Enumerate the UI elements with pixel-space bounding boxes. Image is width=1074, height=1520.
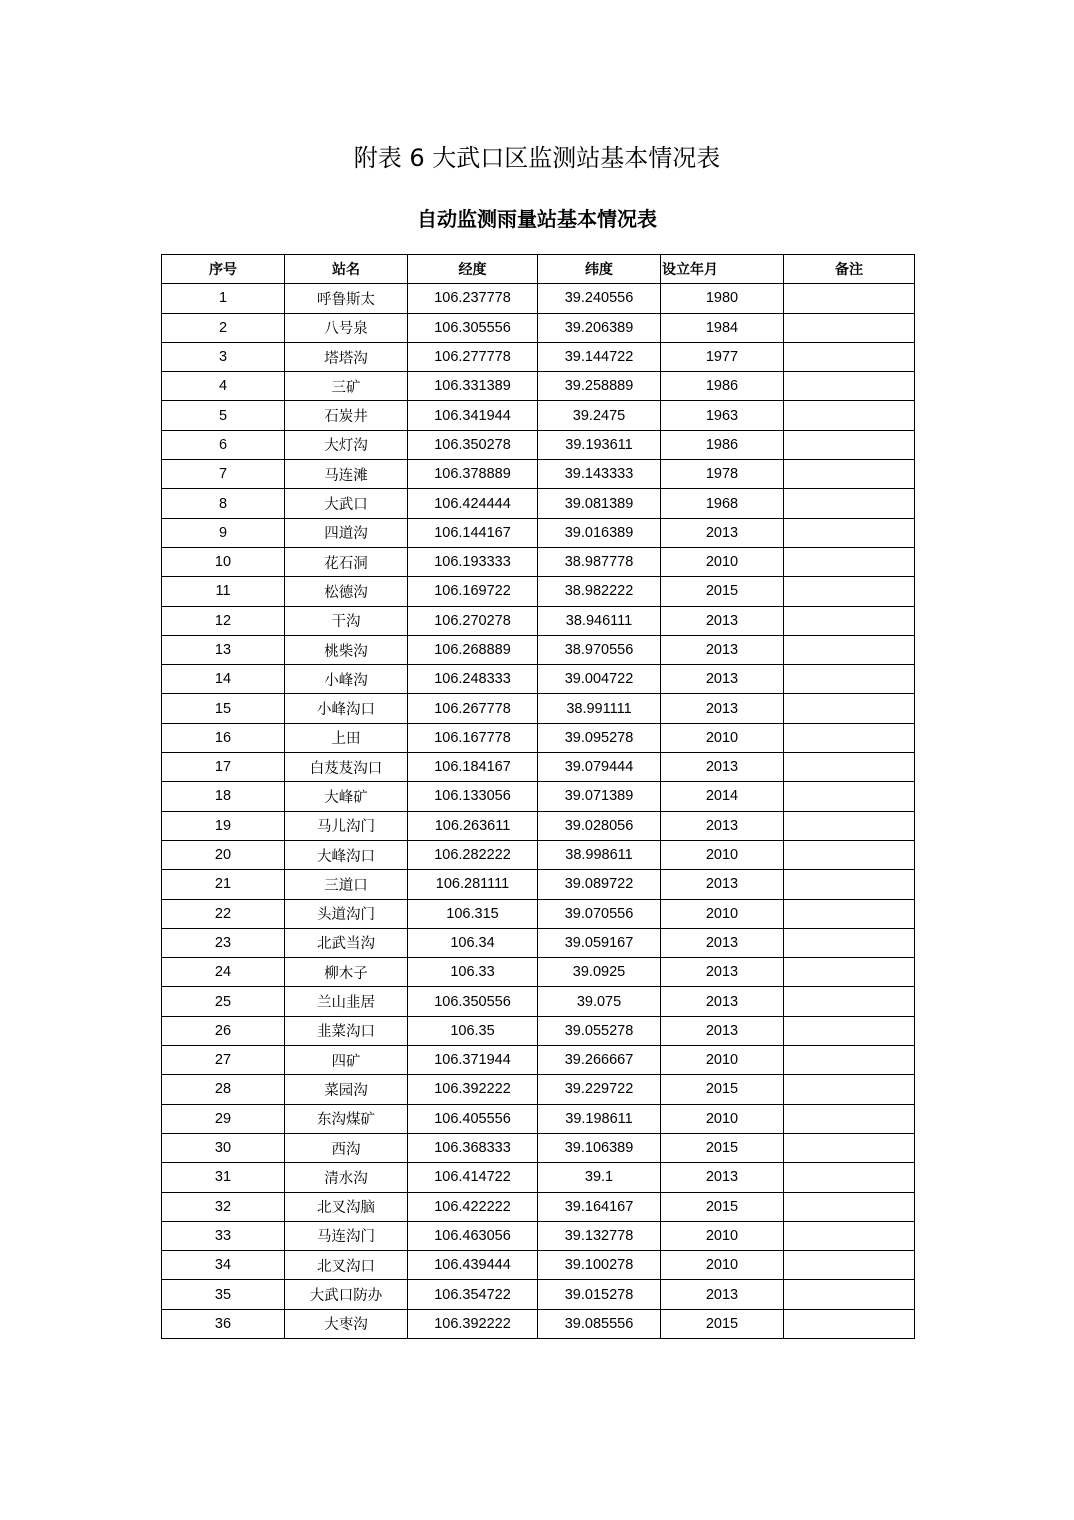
cell-established: 2015 [661,1133,784,1162]
cell-longitude: 106.282222 [408,840,538,869]
cell-station-name: 石炭井 [285,401,408,430]
table-row [162,870,915,899]
cell-index: 32 [162,1192,285,1221]
cell-station-name: 菜园沟 [285,1075,408,1104]
cell-latitude: 39.079444 [538,753,661,782]
cell-latitude: 39.071389 [538,782,661,811]
cell-latitude: 39.0925 [538,958,661,987]
cell-index: 6 [162,430,285,459]
table-row [162,518,915,547]
cell-index: 31 [162,1163,285,1192]
cell-latitude: 39.070556 [538,899,661,928]
cell-remarks [784,1133,915,1162]
cell-longitude: 106.424444 [408,489,538,518]
cell-longitude: 106.193333 [408,547,538,576]
cell-station-name: 头道沟门 [285,899,408,928]
cell-latitude: 39.106389 [538,1133,661,1162]
cell-established: 2013 [661,1163,784,1192]
cell-longitude: 106.368333 [408,1133,538,1162]
table-row [162,635,915,664]
cell-established: 2013 [661,665,784,694]
cell-remarks [784,1104,915,1133]
table-row [162,460,915,489]
table-row [162,1280,915,1309]
cell-index: 16 [162,723,285,752]
cell-established: 2013 [661,753,784,782]
station-table [161,254,915,1339]
cell-latitude: 39.075 [538,987,661,1016]
cell-remarks [784,1075,915,1104]
cell-established: 2013 [661,1280,784,1309]
cell-longitude: 106.169722 [408,577,538,606]
cell-index: 23 [162,928,285,957]
cell-established: 2013 [661,606,784,635]
cell-longitude: 106.34 [408,928,538,957]
cell-latitude: 39.198611 [538,1104,661,1133]
cell-latitude: 39.258889 [538,372,661,401]
cell-longitude: 106.422222 [408,1192,538,1221]
cell-index: 8 [162,489,285,518]
cell-index: 5 [162,401,285,430]
table-row [162,723,915,752]
cell-established: 2010 [661,899,784,928]
cell-latitude: 39.055278 [538,1016,661,1045]
table-row [162,1251,915,1280]
table-row [162,284,915,313]
cell-remarks [784,1192,915,1221]
cell-index: 10 [162,547,285,576]
cell-latitude: 39.028056 [538,811,661,840]
cell-longitude: 106.281111 [408,870,538,899]
table-row [162,958,915,987]
cell-index: 9 [162,518,285,547]
cell-station-name: 大武口 [285,489,408,518]
cell-established: 2010 [661,1046,784,1075]
cell-remarks [784,811,915,840]
cell-longitude: 106.350556 [408,987,538,1016]
cell-station-name: 马连沟门 [285,1221,408,1250]
table-row [162,1016,915,1045]
cell-latitude: 39.132778 [538,1221,661,1250]
header-established: 设立年月 [661,255,784,284]
cell-station-name: 北武当沟 [285,928,408,957]
cell-latitude: 39.240556 [538,284,661,313]
cell-established: 1978 [661,460,784,489]
cell-station-name: 小峰沟 [285,665,408,694]
cell-established: 2013 [661,518,784,547]
table-row [162,1046,915,1075]
cell-station-name: 花石洞 [285,547,408,576]
header-latitude: 纬度 [538,255,661,284]
cell-index: 27 [162,1046,285,1075]
cell-established: 2015 [661,1309,784,1338]
cell-station-name: 上田 [285,723,408,752]
cell-latitude: 39.229722 [538,1075,661,1104]
cell-longitude: 106.315 [408,899,538,928]
cell-index: 4 [162,372,285,401]
cell-station-name: 东沟煤矿 [285,1104,408,1133]
cell-latitude: 39.004722 [538,665,661,694]
cell-established: 2013 [661,928,784,957]
cell-longitude: 106.392222 [408,1075,538,1104]
cell-latitude: 39.081389 [538,489,661,518]
cell-established: 2013 [661,958,784,987]
cell-station-name: 柳木子 [285,958,408,987]
cell-remarks [784,313,915,342]
cell-index: 11 [162,577,285,606]
table-header-row [162,255,915,284]
cell-remarks [784,753,915,782]
cell-remarks [784,928,915,957]
cell-station-name: 马连滩 [285,460,408,489]
cell-remarks [784,840,915,869]
cell-latitude: 39.144722 [538,342,661,371]
cell-longitude: 106.350278 [408,430,538,459]
cell-longitude: 106.277778 [408,342,538,371]
cell-index: 28 [162,1075,285,1104]
cell-latitude: 38.970556 [538,635,661,664]
cell-latitude: 39.164167 [538,1192,661,1221]
cell-longitude: 106.184167 [408,753,538,782]
cell-latitude: 38.946111 [538,606,661,635]
cell-established: 2010 [661,1251,784,1280]
cell-remarks [784,489,915,518]
table-row [162,606,915,635]
cell-index: 26 [162,1016,285,1045]
cell-latitude: 38.982222 [538,577,661,606]
table-row [162,577,915,606]
cell-index: 21 [162,870,285,899]
cell-station-name: 大枣沟 [285,1309,408,1338]
cell-station-name: 桃柴沟 [285,635,408,664]
table-row [162,1221,915,1250]
page-title: 附表 6 大武口区监测站基本情况表 [353,144,721,172]
cell-index: 29 [162,1104,285,1133]
cell-station-name: 马儿沟门 [285,811,408,840]
cell-remarks [784,899,915,928]
cell-remarks [784,723,915,752]
cell-longitude: 106.270278 [408,606,538,635]
cell-station-name: 四矿 [285,1046,408,1075]
cell-longitude: 106.414722 [408,1163,538,1192]
table-row [162,1075,915,1104]
cell-latitude: 39.100278 [538,1251,661,1280]
cell-index: 22 [162,899,285,928]
cell-longitude: 106.405556 [408,1104,538,1133]
header-index: 序号 [162,255,285,284]
header-longitude: 经度 [408,255,538,284]
cell-station-name: 北叉沟口 [285,1251,408,1280]
cell-station-name: 白芨芨沟口 [285,753,408,782]
cell-station-name: 西沟 [285,1133,408,1162]
cell-index: 30 [162,1133,285,1162]
cell-longitude: 106.378889 [408,460,538,489]
cell-remarks [784,518,915,547]
cell-longitude: 106.463056 [408,1221,538,1250]
table-row [162,840,915,869]
cell-index: 25 [162,987,285,1016]
cell-established: 2013 [661,1016,784,1045]
cell-remarks [784,401,915,430]
table-row [162,372,915,401]
cell-remarks [784,1163,915,1192]
cell-station-name: 大峰沟口 [285,840,408,869]
cell-remarks [784,1309,915,1338]
table-row [162,1192,915,1221]
cell-index: 13 [162,635,285,664]
cell-station-name: 松德沟 [285,577,408,606]
cell-established: 2010 [661,547,784,576]
cell-remarks [784,606,915,635]
table-row [162,489,915,518]
cell-established: 1984 [661,313,784,342]
cell-remarks [784,1221,915,1250]
cell-established: 1977 [661,342,784,371]
cell-remarks [784,460,915,489]
cell-station-name: 大灯沟 [285,430,408,459]
cell-established: 2010 [661,723,784,752]
table-row [162,899,915,928]
cell-remarks [784,1280,915,1309]
cell-established: 2013 [661,870,784,899]
cell-longitude: 106.35 [408,1016,538,1045]
cell-latitude: 39.015278 [538,1280,661,1309]
cell-established: 2010 [661,840,784,869]
cell-latitude: 39.016389 [538,518,661,547]
cell-latitude: 39.206389 [538,313,661,342]
cell-latitude: 39.1 [538,1163,661,1192]
cell-index: 3 [162,342,285,371]
cell-longitude: 106.263611 [408,811,538,840]
header-station-name: 站名 [285,255,408,284]
cell-longitude: 106.371944 [408,1046,538,1075]
cell-index: 19 [162,811,285,840]
table-row [162,694,915,723]
cell-remarks [784,342,915,371]
cell-longitude: 106.354722 [408,1280,538,1309]
cell-remarks [784,694,915,723]
table-row [162,547,915,576]
table-row [162,313,915,342]
cell-station-name: 四道沟 [285,518,408,547]
cell-longitude: 106.341944 [408,401,538,430]
cell-remarks [784,577,915,606]
cell-established: 1980 [661,284,784,313]
cell-index: 17 [162,753,285,782]
cell-remarks [784,987,915,1016]
cell-station-name: 韭菜沟口 [285,1016,408,1045]
cell-latitude: 39.095278 [538,723,661,752]
cell-index: 1 [162,284,285,313]
cell-established: 2013 [661,635,784,664]
cell-latitude: 39.059167 [538,928,661,957]
table-row [162,987,915,1016]
cell-remarks [784,1016,915,1045]
cell-index: 18 [162,782,285,811]
table-row [162,1104,915,1133]
cell-station-name: 小峰沟口 [285,694,408,723]
cell-longitude: 106.439444 [408,1251,538,1280]
cell-longitude: 106.248333 [408,665,538,694]
cell-latitude: 39.2475 [538,401,661,430]
table-row [162,401,915,430]
cell-latitude: 39.193611 [538,430,661,459]
cell-longitude: 106.331389 [408,372,538,401]
cell-station-name: 兰山韭居 [285,987,408,1016]
cell-longitude: 106.305556 [408,313,538,342]
cell-established: 2013 [661,694,784,723]
cell-station-name: 干沟 [285,606,408,635]
cell-index: 35 [162,1280,285,1309]
cell-index: 2 [162,313,285,342]
cell-station-name: 塔塔沟 [285,342,408,371]
cell-remarks [784,1046,915,1075]
cell-established: 1986 [661,430,784,459]
cell-station-name: 三道口 [285,870,408,899]
header-remarks: 备注 [784,255,915,284]
cell-station-name: 呼鲁斯太 [285,284,408,313]
cell-remarks [784,284,915,313]
table-body [162,284,915,1339]
table-row [162,1133,915,1162]
table-row [162,430,915,459]
cell-established: 2015 [661,577,784,606]
cell-longitude: 106.237778 [408,284,538,313]
table-title: 自动监测雨量站基本情况表 [417,207,657,231]
cell-remarks [784,958,915,987]
cell-longitude: 106.268889 [408,635,538,664]
cell-longitude: 106.167778 [408,723,538,752]
cell-latitude: 38.987778 [538,547,661,576]
cell-established: 1968 [661,489,784,518]
cell-remarks [784,372,915,401]
cell-longitude: 106.33 [408,958,538,987]
cell-station-name: 北叉沟脑 [285,1192,408,1221]
cell-station-name: 三矿 [285,372,408,401]
cell-station-name: 大峰矿 [285,782,408,811]
cell-index: 12 [162,606,285,635]
table-row [162,811,915,840]
cell-index: 15 [162,694,285,723]
cell-latitude: 39.089722 [538,870,661,899]
cell-index: 7 [162,460,285,489]
table-row [162,928,915,957]
table-row [162,1163,915,1192]
cell-station-name: 八号泉 [285,313,408,342]
cell-remarks [784,870,915,899]
cell-latitude: 39.266667 [538,1046,661,1075]
cell-remarks [784,782,915,811]
cell-established: 1986 [661,372,784,401]
cell-remarks [784,547,915,576]
cell-index: 36 [162,1309,285,1338]
table-row [162,753,915,782]
cell-station-name: 大武口防办 [285,1280,408,1309]
cell-established: 2014 [661,782,784,811]
cell-remarks [784,430,915,459]
cell-index: 34 [162,1251,285,1280]
cell-longitude: 106.267778 [408,694,538,723]
cell-established: 2013 [661,987,784,1016]
cell-latitude: 39.085556 [538,1309,661,1338]
cell-established: 2010 [661,1104,784,1133]
cell-longitude: 106.144167 [408,518,538,547]
cell-established: 2010 [661,1221,784,1250]
cell-established: 2015 [661,1075,784,1104]
cell-latitude: 38.998611 [538,840,661,869]
cell-index: 14 [162,665,285,694]
cell-remarks [784,635,915,664]
cell-longitude: 106.133056 [408,782,538,811]
cell-remarks [784,1251,915,1280]
table-row [162,782,915,811]
table-row [162,342,915,371]
table-row [162,1309,915,1338]
cell-established: 2013 [661,811,784,840]
cell-established: 1963 [661,401,784,430]
cell-established: 2015 [661,1192,784,1221]
cell-remarks [784,665,915,694]
cell-latitude: 38.991111 [538,694,661,723]
cell-latitude: 39.143333 [538,460,661,489]
cell-index: 24 [162,958,285,987]
cell-longitude: 106.392222 [408,1309,538,1338]
cell-station-name: 清水沟 [285,1163,408,1192]
cell-index: 33 [162,1221,285,1250]
table-row [162,665,915,694]
cell-index: 20 [162,840,285,869]
